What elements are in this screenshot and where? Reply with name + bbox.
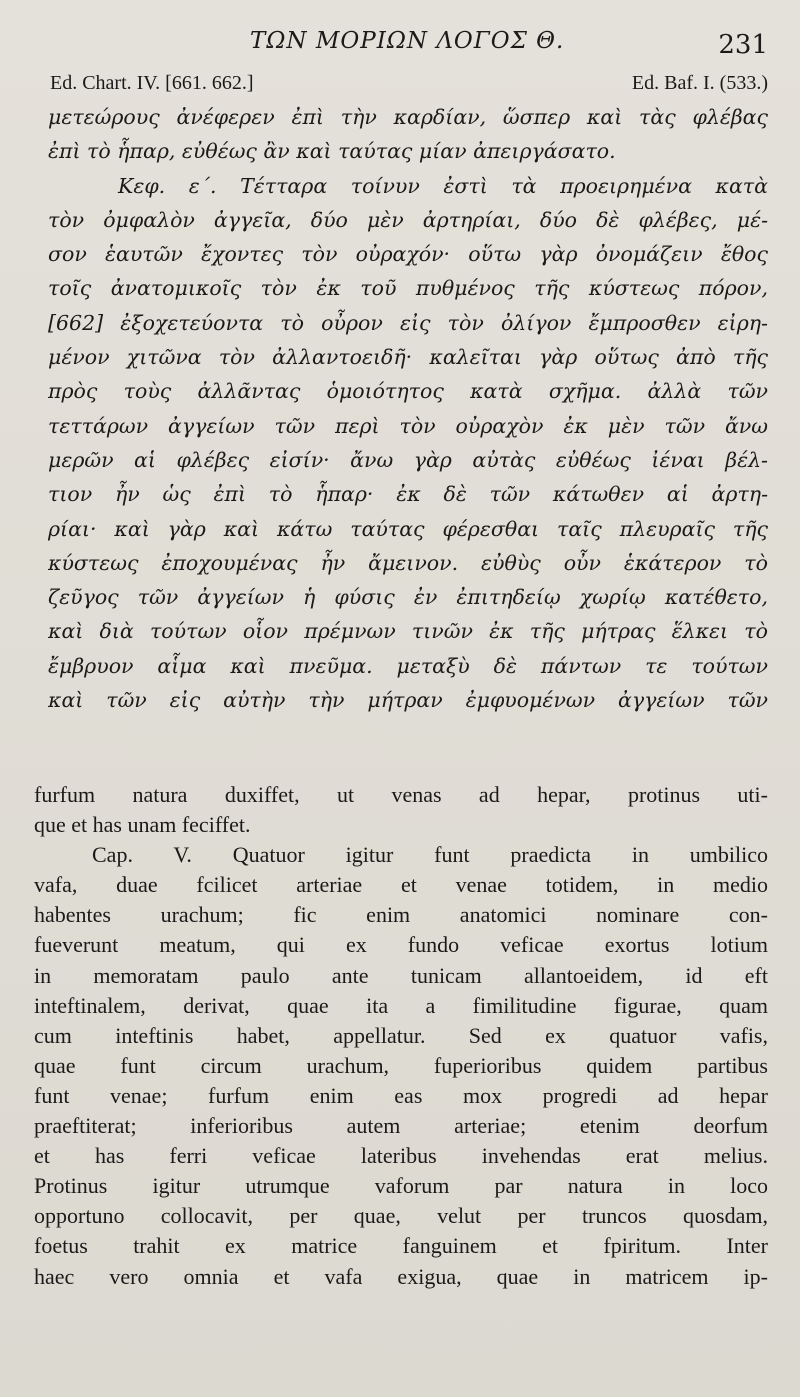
greek-line: [662] ἐξοχετεύοντα τὸ οὖρον εἰς τὸν ὀλίγον ἔμπροσθεν εἰρη-	[48, 310, 768, 335]
latin-line: haec vero omnia et vafa exigua, quae in matricem ip-	[34, 1263, 768, 1289]
latin-line: in memoratam paulo ante tunicam allantoeidem, id eft	[34, 962, 768, 988]
running-header	[0, 28, 800, 58]
latin-line: praeftiterat; inferioribus autem arteriae; etenim deorfum	[34, 1113, 768, 1139]
latin-text-block	[34, 780, 768, 1292]
edition-reference	[50, 72, 768, 96]
greek-line: μετεώρους ἀνέφερεν ἐπὶ τὴν καρδίαν, ὥσπερ καὶ τὰς φλέβας	[48, 105, 768, 129]
greek-line: τὸν ὀμφαλὸν ἀγγεῖα, δύο μὲν ἀρτηρίαι, δύο δὲ φλέβες, μέ-	[48, 207, 768, 232]
greek-line: τεττάρων ἀγγείων τῶν περὶ τὸν οὐραχὸν ἐκ μὲν τῶν ἄνω	[48, 413, 768, 438]
latin-line: quae funt circum urachum, fuperioribus quidem partibus	[34, 1052, 768, 1078]
latin-line: Cap. V. Quatuor igitur funt praedicta in umbilico	[92, 842, 768, 868]
greek-line: κύστεως ἐποχουμένας ἦν ἄμεινον. εὐθὺς οὖν ἑκάτερον τὸ	[48, 550, 768, 575]
latin-line: opportuno collocavit, per quae, velut per truncos quosdam,	[34, 1203, 768, 1229]
latin-line: Protinus igitur utrumque vaforum par natura in loco	[34, 1173, 768, 1199]
greek-line: ἔμβρυον αἷμα καὶ πνεῦμα. μεταξὺ δὲ πάντων τε τούτων	[48, 653, 768, 678]
latin-line: funt venae; furfum enim eas mox progredi ad hepar	[34, 1082, 768, 1108]
latin-line: inteftinalem, derivat, quae ita a fimilitudine figurae, quam	[34, 992, 768, 1018]
latin-line: foetus trahit ex matrice fanguinem et fpiritum. Inter	[34, 1233, 768, 1259]
greek-line: μερῶν αἱ φλέβες εἰσίν· ἄνω γὰρ αὐτὰς εὐθέως ἰέναι βέλ-	[48, 447, 768, 472]
latin-line: fueverunt meatum, qui ex fundo veficae exortus lotium	[34, 932, 768, 958]
latin-line: cum inteftinis habet, appellatur. Sed ex quatuor vafis,	[34, 1022, 768, 1048]
edition-chartier: Ed. Chart. IV. [661. 662.]	[50, 72, 254, 94]
greek-line: σον ἑαυτῶν ἔχοντες τὸν οὐραχόν· οὕτω γὰρ ὀνομάζειν ἔθος	[48, 242, 768, 267]
page-number: 231	[718, 30, 768, 60]
greek-line: καὶ διὰ τούτων οἷον πρέμνων τινῶν ἐκ τῆς μήτρας ἕλκει τὸ	[48, 619, 768, 644]
greek-line: πρὸς τοὺς ἀλλᾶντας ὁμοιότητος κατὰ σχῆμα. ἀλλὰ τῶν	[48, 379, 768, 404]
greek-line: ἐπὶ τὸ ἧπαρ, εὐθέως ἂν καὶ ταύτας μίαν ἀπειργάσατο.	[48, 139, 616, 164]
latin-line: que et has unam feciffet.	[34, 812, 251, 838]
greek-line: Κεφ. ε΄. Τέτταρα τοίνυν ἐστὶ τὰ προειρημένα κατὰ	[118, 173, 768, 198]
greek-text-block	[48, 100, 768, 717]
greek-line: ζεῦγος τῶν ἀγγείων ἡ φύσις ἐν ἐπιτηδείῳ χωρίῳ κατέθετο,	[48, 585, 768, 610]
edition-basel: Ed. Baf. I. (533.)	[631, 72, 768, 94]
latin-line: habentes urachum; fic enim anatomici nominare con-	[34, 902, 768, 928]
latin-line: furfum natura duxiffet, ut venas ad hepar, protinus uti-	[34, 782, 768, 807]
greek-line: τιον ἦν ὡς ἐπὶ τὸ ἧπαρ· ἐκ δὲ τῶν κάτωθεν αἱ ἀρτη-	[48, 482, 768, 507]
greek-line: καὶ τῶν εἰς αὐτὴν τὴν μήτραν ἐμφυομένων ἀγγείων τῶν	[48, 688, 768, 713]
greek-line: μένον χιτῶνα τὸν ἀλλαντοειδῆ· καλεῖται γὰρ οὕτως ἀπὸ τῆς	[48, 345, 768, 370]
latin-line: vafa, duae fcilicet arteriae et venae totidem, in medio	[34, 872, 768, 898]
latin-line: et has ferri veficae lateribus invehendas erat melius.	[34, 1143, 768, 1169]
greek-line: τοῖς ἀνατομικοῖς τὸν ἐκ τοῦ πυθμένος τῆς κύστεως πόρον,	[48, 276, 768, 301]
header-title: ΤΩΝ ΜΟΡΙΩΝ ΛΟΓΟΣ Θ.	[250, 28, 565, 54]
greek-line: ρίαι· καὶ γὰρ καὶ κάτω ταύτας φέρεσθαι ταῖς πλευραῖς τῆς	[48, 516, 768, 541]
